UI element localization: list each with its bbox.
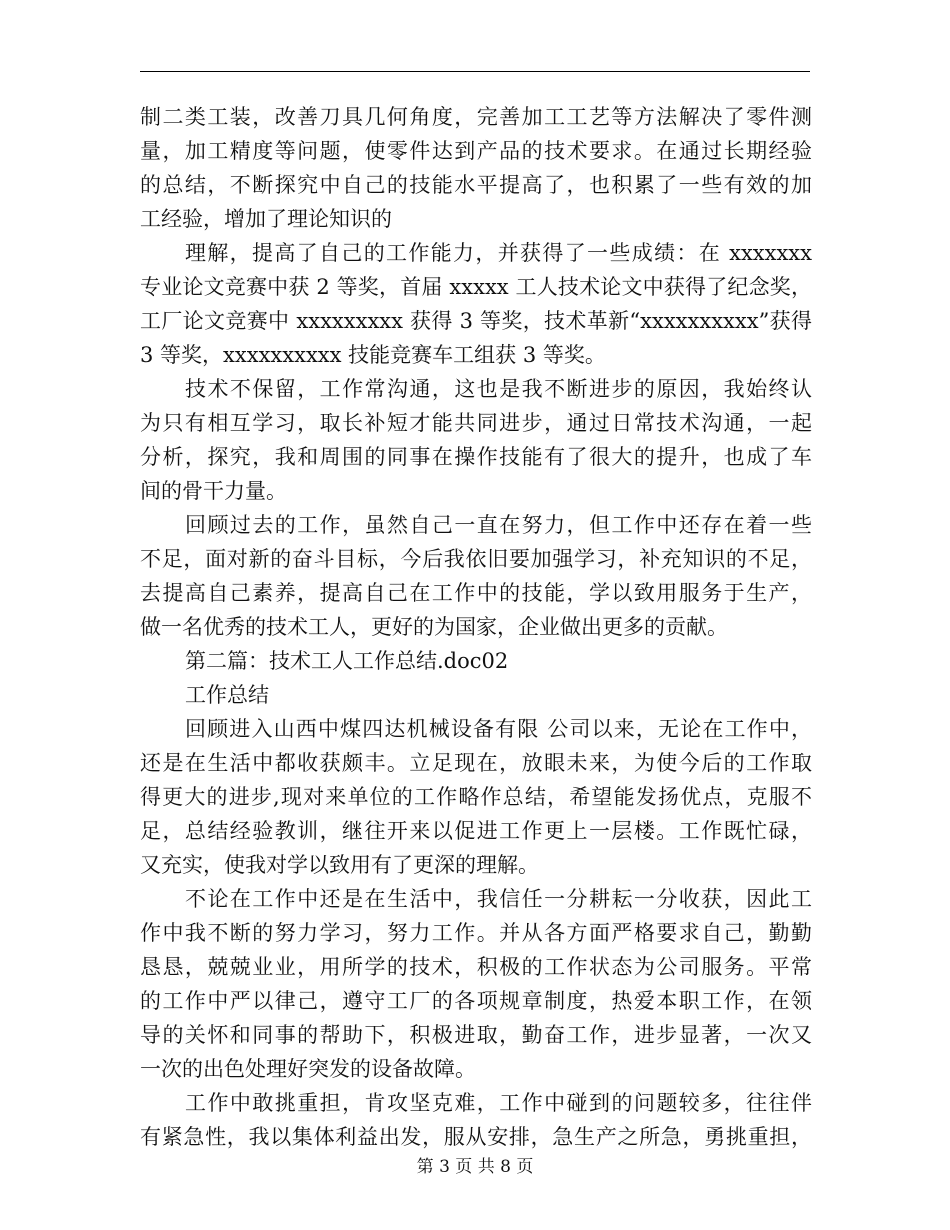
text-line: 有紧急性，我以集体利益出发，服从安排，急生产之所急，勇挑重担， bbox=[140, 1125, 812, 1149]
text-line: 恳恳，兢兢业业，用所学的技术，积极的工作状态为公司服务。平常 bbox=[140, 955, 812, 979]
text-line: 一次的出色处理好突发的设备故障。 bbox=[140, 1057, 476, 1081]
text-line: 专业论文竞赛中获 2 等奖，首届 xxxxx 工人技术论文中获得了纪念奖， bbox=[140, 275, 812, 299]
text-line: 还是在生活中都收获颇丰。立足现在，放眼未来，为使今后的工作取 bbox=[140, 751, 812, 775]
text-line: 工作中敢挑重担，肯攻坚克难，工作中碰到的问题较多，往往伴 bbox=[185, 1091, 812, 1115]
text-line: 制二类工装，改善刀具几何角度，完善加工工艺等方法解决了零件测 bbox=[140, 105, 812, 129]
text-line: 做一名优秀的技术工人，更好的为国家，企业做出更多的贡献。 bbox=[140, 615, 728, 639]
text-line: 工厂论文竞赛中 xxxxxxxxx 获得 3 等奖，技术革新“xxxxxxxxxx”获得 bbox=[140, 309, 812, 333]
text-line: 技术不保留，工作常沟通，这也是我不断进步的原因，我始终认 bbox=[185, 377, 812, 401]
text-line: 足，总结经验教训，继往开来以促进工作更上一层楼。工作既忙碌， bbox=[140, 819, 812, 843]
text-line: 作中我不断的努力学习，努力工作。并从各方面严格要求自己，勤勤 bbox=[140, 921, 812, 945]
text-line: 得更大的进步,现对来单位的工作略作总结，希望能发扬优点，克服不 bbox=[140, 785, 812, 809]
text-line: 回顾过去的工作，虽然自己一直在努力，但工作中还存在着一些 bbox=[185, 513, 812, 537]
text-line: 回顾进入山西中煤四达机械设备有限 公司以来，无论在工作中， bbox=[185, 717, 812, 741]
text-line: 去提高自己素养，提高自己在工作中的技能，学以致用服务于生产， bbox=[140, 581, 812, 605]
page-footer: 第 3 页 共 8 页 bbox=[416, 1157, 534, 1177]
text-line: 理解，提高了自己的工作能力，并获得了一些成绩：在 xxxxxxx bbox=[185, 241, 812, 265]
text-line: 的总结，不断探究中自己的技能水平提高了，也积累了一些有效的加 bbox=[140, 173, 812, 197]
text-line: 不足，面对新的奋斗目标，今后我依旧要加强学习，补充知识的不足， bbox=[140, 547, 812, 571]
text-line: 的工作中严以律己，遵守工厂的各项规章制度，热爱本职工作，在领 bbox=[140, 989, 812, 1013]
text-line: 导的关怀和同事的帮助下，积极进取，勤奋工作，进步显著，一次又 bbox=[140, 1023, 812, 1047]
text-line: 不论在工作中还是在生活中，我信任一分耕耘一分收获，因此工 bbox=[185, 887, 812, 911]
text-line: 分析，探究，我和周围的同事在操作技能有了很大的提升，也成了车 bbox=[140, 445, 812, 469]
document-body bbox=[140, 100, 812, 1154]
header-rule bbox=[140, 71, 810, 72]
text-line: 又充实，使我对学以致用有了更深的理解。 bbox=[140, 853, 539, 877]
text-line: 第二篇：技术工人工作总结.doc02 bbox=[185, 649, 509, 673]
text-line: 为只有相互学习，取长补短才能共同进步，通过日常技术沟通，一起 bbox=[140, 411, 812, 435]
text-line: 量，加工精度等问题，使零件达到产品的技术要求。在通过长期经验 bbox=[140, 139, 812, 163]
text-line: 间的骨干力量。 bbox=[140, 479, 287, 503]
text-line: 3 等奖，xxxxxxxxxx 技能竞赛车工组获 3 等奖。 bbox=[140, 343, 606, 367]
text-line: 工经验，增加了理论知识的 bbox=[140, 207, 392, 231]
text-line: 工作总结 bbox=[185, 683, 269, 707]
